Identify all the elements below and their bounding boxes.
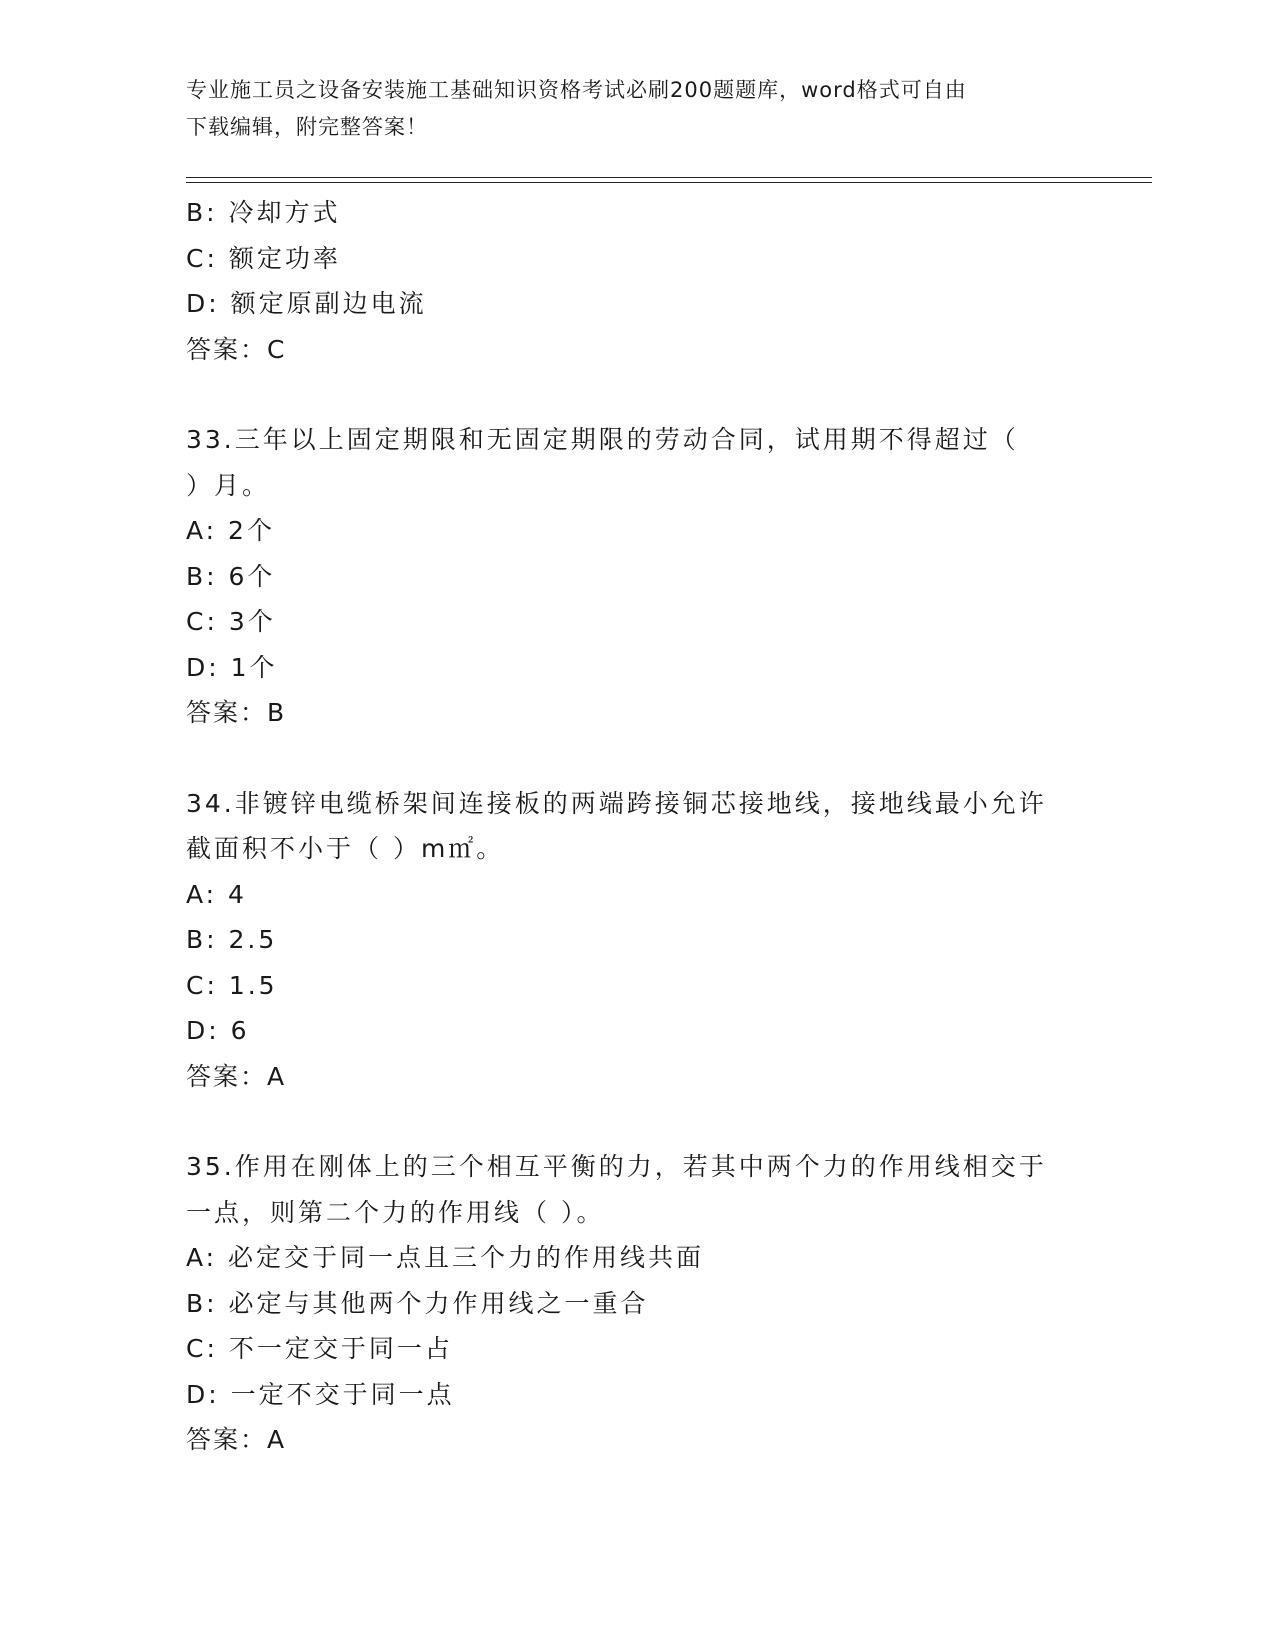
option-d: D: 一定不交于同一点 — [186, 1379, 455, 1409]
answer-line: 答案：A — [186, 1425, 287, 1454]
option-b: B: 必定与其他两个力作用线之一重合 — [186, 1288, 649, 1318]
header-divider-bottom — [186, 182, 1152, 183]
option-a: A: 2个 — [186, 516, 275, 545]
question-gap — [186, 736, 1086, 781]
question-34 — [186, 781, 1086, 1100]
question-stem-line: 33.三年以上固定期限和无固定期限的劳动合同，试用期不得超过（ — [186, 425, 1019, 454]
option-c: C: 额定功率 — [186, 243, 341, 273]
question-gap — [186, 1099, 1086, 1144]
question-gap — [186, 372, 1086, 417]
option-d: D: 额定原副边电流 — [186, 289, 427, 318]
question-33 — [186, 417, 1086, 736]
option-c: C: 3个 — [186, 607, 276, 636]
option-b: B: 6个 — [186, 561, 276, 591]
header-line-1: 专业施工员之设备安装施工基础知识资格考试必刷200题题库，word格式可自由 — [186, 78, 967, 102]
document-header — [186, 72, 1086, 146]
question-stem-line: ）月。 — [186, 470, 271, 500]
option-b: B: 冷却方式 — [186, 198, 341, 227]
question-content — [186, 190, 1086, 1463]
header-divider-top — [186, 177, 1152, 178]
question-stem-line: 一点，则第二个力的作用线（ ）。 — [186, 1197, 605, 1227]
option-c: C: 不一定交于同一占 — [186, 1334, 453, 1363]
header-line-2: 下载编辑，附完整答案！ — [186, 115, 428, 139]
answer-line: 答案：C — [186, 334, 287, 364]
question-35 — [186, 1144, 1086, 1463]
option-c: C: 1.5 — [186, 970, 278, 1000]
question-stem-line: 35.作用在刚体上的三个相互平衡的力，若其中两个力的作用线相交于 — [186, 1152, 1047, 1181]
option-d: D: 1个 — [186, 652, 278, 682]
option-d: D: 6 — [186, 1016, 250, 1045]
option-a: A: 必定交于同一点且三个力的作用线共面 — [186, 1243, 705, 1272]
question-stem-line: 截面积不小于（ ）m㎡。 — [186, 834, 505, 863]
question-32-tail — [186, 190, 1086, 372]
answer-line: 答案：A — [186, 1061, 287, 1091]
option-a: A: 4 — [186, 879, 247, 909]
answer-line: 答案：B — [186, 698, 287, 727]
option-b: B: 2.5 — [186, 925, 278, 954]
question-stem-line: 34.非镀锌电缆桥架间连接板的两端跨接铜芯接地线，接地线最小允许 — [186, 788, 1047, 818]
